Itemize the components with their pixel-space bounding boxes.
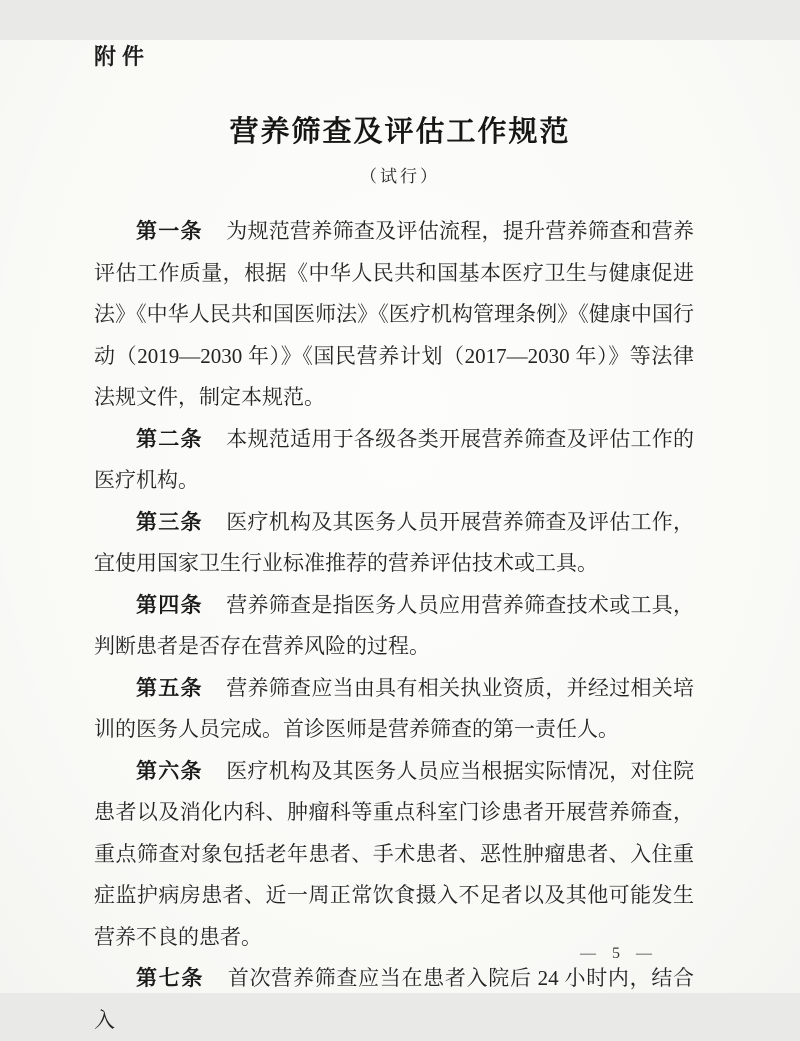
article-7-text: 首次营养筛查应当在患者入院后 24 小时内，结合入 <box>94 966 695 1032</box>
document-page <box>0 40 800 1032</box>
attachment-label: 附件 <box>94 44 151 69</box>
article-1 <box>94 211 694 419</box>
article-6-text: 医疗机构及其医务人员应当根据实际情况，对住院患者以及消化内科、肿瘤科等重点科室门诊患者开展营养筛查，重点筛查对象包括老年患者、手术患者、恶性肿瘤患者、入住重症监护病房患者、近一周正常饮食摄入不足者以及其他可能发生营养不良的患者。 <box>94 758 695 949</box>
article-3 <box>94 502 694 585</box>
article-5 <box>94 668 694 751</box>
article-4-text: 营养筛查是指医务人员应用营养筛查技术或工具，判断患者是否存在营养风险的过程。 <box>94 592 695 658</box>
document-title: 营养筛查及评估工作规范 <box>229 116 571 148</box>
article-2 <box>94 419 694 502</box>
article-5-number: 第五条 <box>136 676 203 700</box>
article-1-text: 为规范营养筛查及评估流程，提升营养筛查和营养评估工作质量，根据《中华人民共和国基本医疗卫生与健康促进法》《中华人民共和国医师法》《医疗机构管理条例》《健康中国行动（2019—2030 年）》《国民营养计划（2017—2030 年）》等法律法规文件，制定本规范。 <box>94 219 695 409</box>
document-body <box>94 211 694 1041</box>
article-4 <box>94 585 694 668</box>
article-7 <box>94 958 694 1041</box>
article-1-number: 第一条 <box>136 220 203 243</box>
document-subtitle: （试行） <box>360 167 440 186</box>
article-7-number: 第七条 <box>136 967 205 990</box>
page-number: — 5 — <box>580 945 658 962</box>
article-5-text: 营养筛查应当由具有相关执业资质，并经过相关培训的医务人员完成。首诊医师是营养筛查的第一责任人。 <box>94 675 695 741</box>
article-6 <box>94 751 694 959</box>
article-3-number: 第三条 <box>136 510 203 534</box>
article-2-text: 本规范适用于各级各类开展营养筛查及评估工作的医疗机构。 <box>94 426 695 492</box>
article-4-number: 第四条 <box>136 593 203 617</box>
article-2-number: 第二条 <box>136 427 203 451</box>
article-6-number: 第六条 <box>136 759 203 783</box>
article-3-text: 医疗机构及其医务人员开展营养筛查及评估工作，宜使用国家卫生行业标准推荐的营养评估技术或工具。 <box>94 509 695 575</box>
